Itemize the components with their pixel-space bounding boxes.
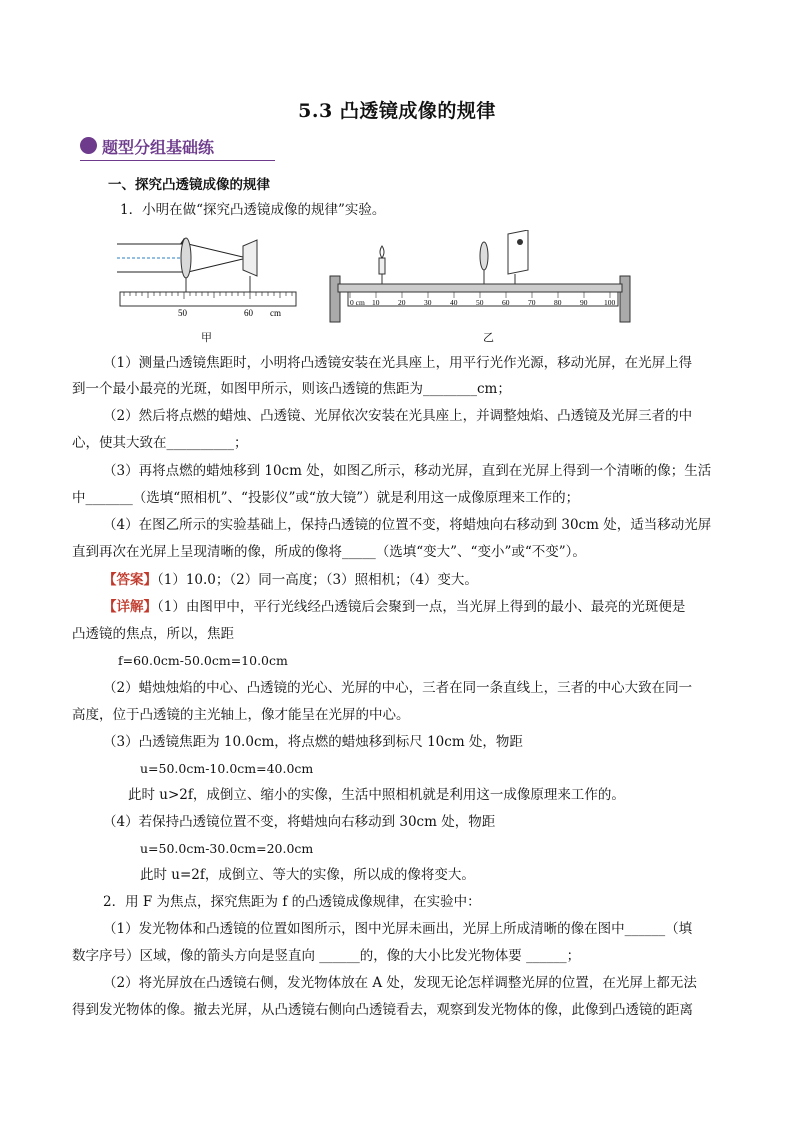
detail-line2: 凸透镜的焦点，所以，焦距 <box>72 626 234 642</box>
q1-intro: 1．小明在做“探究凸透镜成像的规律”实验。 <box>120 202 386 218</box>
tick-90: 90 <box>580 298 588 307</box>
q1-part4-line2: 直到再次在光屏上呈现清晰的像，所成的像将_____（选填“变大”、“变小”或“不变”）。 <box>72 544 586 560</box>
convex-lens-icon <box>181 238 191 278</box>
figure-yi-label: 乙 <box>483 331 494 344</box>
screen-icon <box>243 240 257 276</box>
figure-jia-label: 甲 <box>201 331 212 344</box>
answer-text: （1）10.0；（2）同一高度；（3）照相机；（4）变大。 <box>157 572 478 588</box>
subheading: 一、探究凸透镜成像的规律 <box>108 177 270 193</box>
q2-part1-line2: 数字序号）区域，像的箭头方向是竖直向 ______的，像的大小比发光物体要 ______； <box>72 948 581 964</box>
tick-unit: cm <box>270 308 281 318</box>
stand-left <box>330 276 340 322</box>
tick-0: 0 cm <box>350 298 365 307</box>
detail-3-line1: （3）凸透镜焦距为 10.0cm，将点燃的蜡烛移到标尺 10cm 处，物距 <box>103 734 523 750</box>
tick-60: 60 <box>244 308 253 318</box>
detail-4-line2: 此时 u=2f，成倒立、等大的实像，所以成的像将变大。 <box>140 867 475 883</box>
tick-30: 30 <box>424 298 432 307</box>
q1-part2-line2: 心，使其大致在__________； <box>72 435 248 451</box>
detail-2-line2: 高度，位于凸透镜的主光轴上，像才能呈在光屏的中心。 <box>72 707 410 723</box>
lens-icon <box>480 242 488 284</box>
tick-50: 50 <box>178 308 187 318</box>
tick-100: 100 <box>604 298 616 307</box>
section-heading <box>80 134 275 161</box>
tick-20: 20 <box>398 298 406 307</box>
q1-part1-line1: （1）测量凸透镜焦距时，小明将凸透镜安装在光具座上，用平行光作光源，移动光屏，在光屏上得 <box>103 355 693 371</box>
detail-eq1: f=60.0cm-50.0cm=10.0cm <box>118 653 288 668</box>
tick-40: 40 <box>450 298 458 307</box>
detail-line1 <box>103 598 685 616</box>
q1-part4-line1: （4）在图乙所示的实验基础上，保持凸透镜的位置不变，将蜡烛向右移动到 30cm 处，适当移动光屏 <box>103 517 712 533</box>
answer-tag: 【答案】 <box>103 572 157 588</box>
q1-part3-line1: （3）再将点燃的蜡烛移到 10cm 处，如图乙所示，移动光屏，直到在光屏上得到一个清晰的像；生活 <box>103 463 712 479</box>
q1-part3-line2: 中_______（选填“照相机”、“投影仪”或“放大镜”）就是利用这一成像原理来工作的； <box>72 490 580 506</box>
answer-line <box>103 571 478 589</box>
q2-part1-line1: （1）发光物体和凸透镜的位置如图所示，图中光屏未画出，光屏上所成清晰的像在图中______（填 <box>103 921 693 937</box>
tick-10: 10 <box>372 298 380 307</box>
q2-part2-line1: （2）将光屏放在凸透镜右侧，发光物体放在 A 处，发现无论怎样调整光屏的位置，在光屏上都无法 <box>103 975 697 991</box>
detail-3-line2: 此时 u>2f，成倒立、缩小的实像，生活中照相机就是利用这一成像原理来工作的。 <box>128 787 625 803</box>
figure-yi <box>328 230 640 326</box>
figure-jia <box>112 232 300 324</box>
detail-tag: 【详解】 <box>103 599 157 615</box>
detail-3-eq: u=50.0cm-10.0cm=40.0cm <box>140 761 314 776</box>
tick-80: 80 <box>554 298 562 307</box>
detail-text-1: （1）由图甲中，平行光线经凸透镜后会聚到一点，当光屏上得到的最小、最亮的光斑便是 <box>157 599 686 615</box>
tick-70: 70 <box>528 298 536 307</box>
section-heading-text: 题型分组基础练 <box>102 138 215 157</box>
q1-part2-line1: （2）然后将点燃的蜡烛、凸透镜、光屏依次安装在光具座上，并调整烛焰、凸透镜及光屏三者的中 <box>103 408 693 424</box>
detail-2-line1: （2）蜡烛烛焰的中心、凸透镜的光心、光屏的中心，三者在同一条直线上，三者的中心大致在同一 <box>103 680 693 696</box>
detail-4-eq: u=50.0cm-30.0cm=20.0cm <box>140 841 314 856</box>
tick-60: 60 <box>502 298 510 307</box>
page-title: 5.3 凸透镜成像的规律 <box>298 100 496 122</box>
candle-icon <box>379 246 385 284</box>
q1-part1-line2: 到一个最小最亮的光斑，如图甲所示，则该凸透镜的焦距为________cm； <box>72 381 511 397</box>
bullet-dot-icon <box>80 137 97 154</box>
tick-50: 50 <box>476 298 484 307</box>
q2-intro: 2．用 F 为焦点，探究焦距为 f 的凸透镜成像规律，在实验中： <box>103 894 481 910</box>
stand-right <box>620 276 630 322</box>
detail-4-line1: （4）若保持凸透镜位置不变，将蜡烛向右移动到 30cm 处，物距 <box>103 814 496 830</box>
q2-part2-line2: 得到发光物体的像。撤去光屏，从凸透镜右侧向凸透镜看去，观察到发光物体的像，此像到凸透镜的距离 <box>72 1002 693 1018</box>
screen-icon <box>508 230 528 284</box>
